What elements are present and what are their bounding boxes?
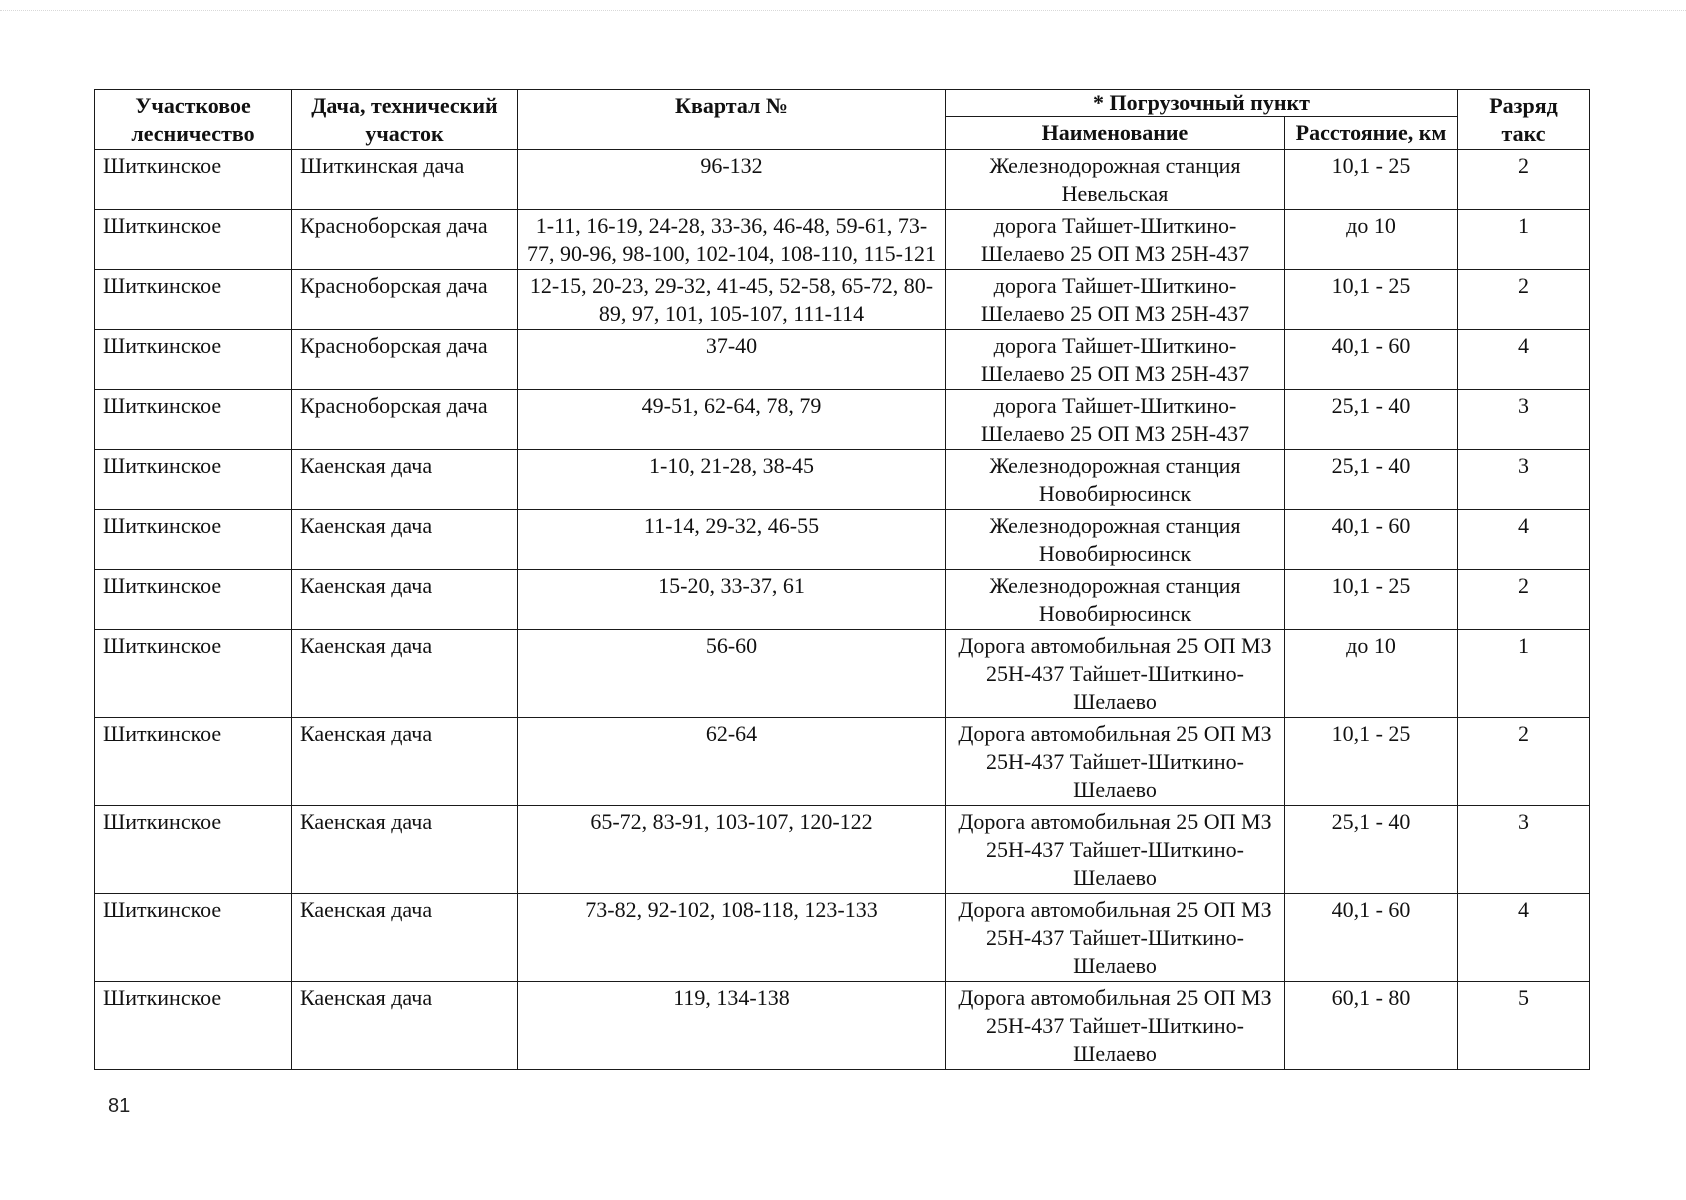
table-row [95,718,1590,806]
cell-distance: 10,1 - 25 [1285,570,1458,630]
cell-forestry: Шиткинское [95,150,292,210]
cell-rank: 3 [1458,806,1590,894]
table-row [95,150,1590,210]
cell-forestry: Шиткинское [95,982,292,1070]
cell-forestry: Шиткинское [95,894,292,982]
table-row [95,270,1590,330]
table-row [95,450,1590,510]
cell-rank: 2 [1458,270,1590,330]
cell-rank: 3 [1458,450,1590,510]
cell-quarter: 96-132 [518,150,946,210]
cell-distance: 10,1 - 25 [1285,270,1458,330]
cell-loading-point-name: дорога Тайшет-Шиткино-Шелаево 25 ОП МЗ 25Н-437 [946,270,1285,330]
cell-rank: 3 [1458,390,1590,450]
cell-quarter: 1-11, 16-19, 24-28, 33-36, 46-48, 59-61, 73-77, 90-96, 98-100, 102-104, 108-110, 115-121 [518,210,946,270]
cell-rank: 1 [1458,210,1590,270]
table-row [95,330,1590,390]
cell-rank: 5 [1458,982,1590,1070]
cell-rank: 1 [1458,630,1590,718]
cell-distance: 40,1 - 60 [1285,330,1458,390]
header-name: Наименование [946,117,1285,150]
header-row-1 [95,90,1590,117]
table-row [95,390,1590,450]
header-loading-point: * Погрузочный пункт [946,90,1458,117]
cell-rank: 2 [1458,570,1590,630]
cell-forestry: Шиткинское [95,270,292,330]
cell-loading-point-name: Железнодорожная станция Невельская [946,150,1285,210]
cell-rank: 2 [1458,718,1590,806]
cell-forestry: Шиткинское [95,450,292,510]
page-number: 81 [108,1095,131,1117]
loading-points-table [94,89,1590,1070]
table-row [95,630,1590,718]
cell-forestry: Шиткинское [95,630,292,718]
cell-forestry: Шиткинское [95,718,292,806]
header-forestry: Участковое лесничество [95,90,292,150]
cell-loading-point-name: Железнодорожная станция Новобирюсинск [946,450,1285,510]
cell-loading-point-name: Дорога автомобильная 25 ОП МЗ 25Н-437 Тайшет-Шиткино-Шелаево [946,630,1285,718]
table-header [95,90,1590,150]
cell-quarter: 65-72, 83-91, 103-107, 120-122 [518,806,946,894]
cell-rank: 2 [1458,150,1590,210]
header-quarter: Квартал № [518,90,946,150]
cell-loading-point-name: Дорога автомобильная 25 ОП МЗ 25Н-437 Тайшет-Шиткино-Шелаево [946,894,1285,982]
cell-dacha: Каенская дача [292,718,518,806]
table-row [95,806,1590,894]
header-dacha: Дача, технический участок [292,90,518,150]
table-container [94,89,1589,1070]
cell-dacha: Красноборская дача [292,210,518,270]
cell-loading-point-name: Дорога автомобильная 25 ОП МЗ 25Н-437 Тайшет-Шиткино-Шелаево [946,982,1285,1070]
cell-quarter: 37-40 [518,330,946,390]
cell-dacha: Каенская дача [292,570,518,630]
cell-quarter: 11-14, 29-32, 46-55 [518,510,946,570]
cell-forestry: Шиткинское [95,210,292,270]
cell-distance: 40,1 - 60 [1285,510,1458,570]
table-row [95,510,1590,570]
cell-distance: 10,1 - 25 [1285,150,1458,210]
cell-dacha: Каенская дача [292,510,518,570]
cell-quarter: 15-20, 33-37, 61 [518,570,946,630]
cell-quarter: 56-60 [518,630,946,718]
cell-loading-point-name: Дорога автомобильная 25 ОП МЗ 25Н-437 Тайшет-Шиткино-Шелаево [946,718,1285,806]
table-row [95,894,1590,982]
cell-forestry: Шиткинское [95,806,292,894]
header-rank: Разряд такс [1458,90,1590,150]
cell-dacha: Красноборская дача [292,390,518,450]
cell-distance: до 10 [1285,210,1458,270]
cell-distance: 25,1 - 40 [1285,390,1458,450]
cell-loading-point-name: дорога Тайшет-Шиткино-Шелаево 25 ОП МЗ 25Н-437 [946,210,1285,270]
cell-quarter: 1-10, 21-28, 38-45 [518,450,946,510]
cell-forestry: Шиткинское [95,510,292,570]
cell-dacha: Каенская дача [292,982,518,1070]
cell-quarter: 73-82, 92-102, 108-118, 123-133 [518,894,946,982]
cell-distance: 40,1 - 60 [1285,894,1458,982]
cell-loading-point-name: дорога Тайшет-Шиткино-Шелаево 25 ОП МЗ 25Н-437 [946,390,1285,450]
cell-distance: 10,1 - 25 [1285,718,1458,806]
cell-dacha: Красноборская дача [292,330,518,390]
cell-dacha: Красноборская дача [292,270,518,330]
table-row [95,982,1590,1070]
cell-rank: 4 [1458,330,1590,390]
table-row [95,210,1590,270]
cell-loading-point-name: Железнодорожная станция Новобирюсинск [946,510,1285,570]
cell-quarter: 49-51, 62-64, 78, 79 [518,390,946,450]
table-body [95,150,1590,1070]
header-distance: Расстояние, км [1285,117,1458,150]
table-row [95,570,1590,630]
cell-rank: 4 [1458,894,1590,982]
cell-dacha: Каенская дача [292,450,518,510]
cell-dacha: Шиткинская дача [292,150,518,210]
cell-quarter: 62-64 [518,718,946,806]
cell-forestry: Шиткинское [95,330,292,390]
cell-rank: 4 [1458,510,1590,570]
cell-distance: 25,1 - 40 [1285,806,1458,894]
cell-forestry: Шиткинское [95,570,292,630]
cell-dacha: Каенская дача [292,894,518,982]
cell-loading-point-name: дорога Тайшет-Шиткино-Шелаево 25 ОП МЗ 25Н-437 [946,330,1285,390]
cell-loading-point-name: Дорога автомобильная 25 ОП МЗ 25Н-437 Тайшет-Шиткино-Шелаево [946,806,1285,894]
cell-loading-point-name: Железнодорожная станция Новобирюсинск [946,570,1285,630]
cell-quarter: 119, 134-138 [518,982,946,1070]
cell-distance: 60,1 - 80 [1285,982,1458,1070]
cell-dacha: Каенская дача [292,630,518,718]
cell-distance: до 10 [1285,630,1458,718]
scan-edge [0,10,1686,11]
cell-distance: 25,1 - 40 [1285,450,1458,510]
cell-dacha: Каенская дача [292,806,518,894]
cell-quarter: 12-15, 20-23, 29-32, 41-45, 52-58, 65-72, 80-89, 97, 101, 105-107, 111-114 [518,270,946,330]
cell-forestry: Шиткинское [95,390,292,450]
